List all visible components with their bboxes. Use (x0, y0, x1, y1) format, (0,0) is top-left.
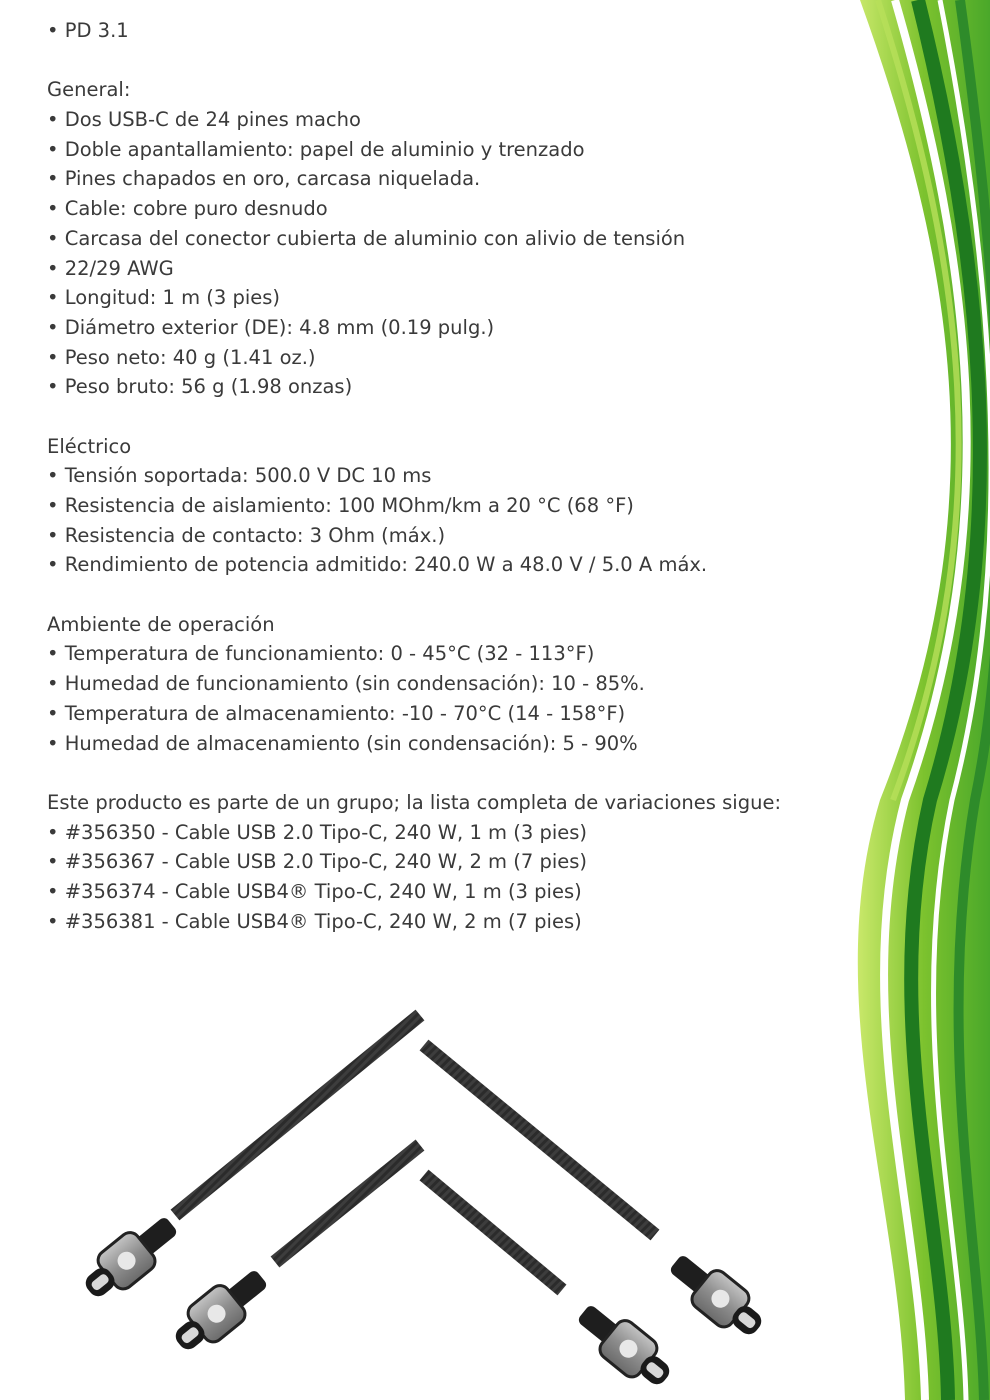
section-heading-electrico: Eléctrico (47, 434, 132, 458)
list-item: • #356374 - Cable USB4® Tipo-C, 240 W, 1 m (3 pies) (47, 877, 847, 907)
list-item: • Carcasa del conector cubierta de aluminio con alivio de tensión (47, 224, 847, 254)
cable-3 (424, 1045, 772, 1346)
list-item: • Temperatura de funcionamiento: 0 - 45°C (32 - 113°F) (47, 639, 847, 669)
list-item: • #356367 - Cable USB 2.0 Tipo-C, 240 W, 2 m (7 pies) (47, 847, 847, 877)
list-item: • Temperatura de almacenamiento: -10 - 70°C (14 - 158°F) (47, 699, 847, 729)
list-item: • Cable: cobre puro desnudo (47, 194, 847, 224)
list-item: • Tensión soportada: 500.0 V DC 10 ms (47, 461, 847, 491)
product-image-cables (0, 1000, 990, 1400)
list-item: • Longitud: 1 m (3 pies) (47, 283, 847, 313)
list-item: • #356381 - Cable USB4® Tipo-C, 240 W, 2 m (7 pies) (47, 907, 847, 937)
cable-1 (75, 1015, 420, 1308)
section-heading-ambiente: Ambiente de operación (47, 612, 275, 636)
list-item: • Peso bruto: 56 g (1.98 onzas) (47, 372, 847, 402)
spec-sheet (47, 16, 847, 936)
cable-4 (424, 1175, 680, 1396)
cable-2 (165, 1145, 420, 1361)
list-item: • 22/29 AWG (47, 254, 847, 284)
list-item: • Pines chapados en oro, carcasa niquelada. (47, 164, 847, 194)
list-item: • Doble apantallamiento: papel de aluminio y trenzado (47, 135, 847, 165)
list-item: • Resistencia de contacto: 3 Ohm (máx.) (47, 521, 847, 551)
section-heading-general: General: (47, 78, 131, 102)
list-item: • #356350 - Cable USB 2.0 Tipo-C, 240 W, 1 m (3 pies) (47, 818, 847, 848)
list-item: • Peso neto: 40 g (1.41 oz.) (47, 343, 847, 373)
list-item: • Resistencia de aislamiento: 100 MOhm/km a 20 °C (68 °F) (47, 491, 847, 521)
intro-item: • PD 3.1 (47, 16, 847, 46)
list-item: • Diámetro exterior (DE): 4.8 mm (0.19 pulg.) (47, 313, 847, 343)
section-heading-variaciones: Este producto es parte de un grupo; la lista completa de variaciones sigue: (47, 790, 782, 814)
list-item: • Rendimiento de potencia admitido: 240.0 W a 48.0 V / 5.0 A máx. (47, 550, 847, 580)
list-item: • Dos USB-C de 24 pines macho (47, 105, 847, 135)
list-item: • Humedad de almacenamiento (sin condensación): 5 - 90% (47, 729, 847, 759)
list-item: • Humedad de funcionamiento (sin condensación): 10 - 85%. (47, 669, 847, 699)
